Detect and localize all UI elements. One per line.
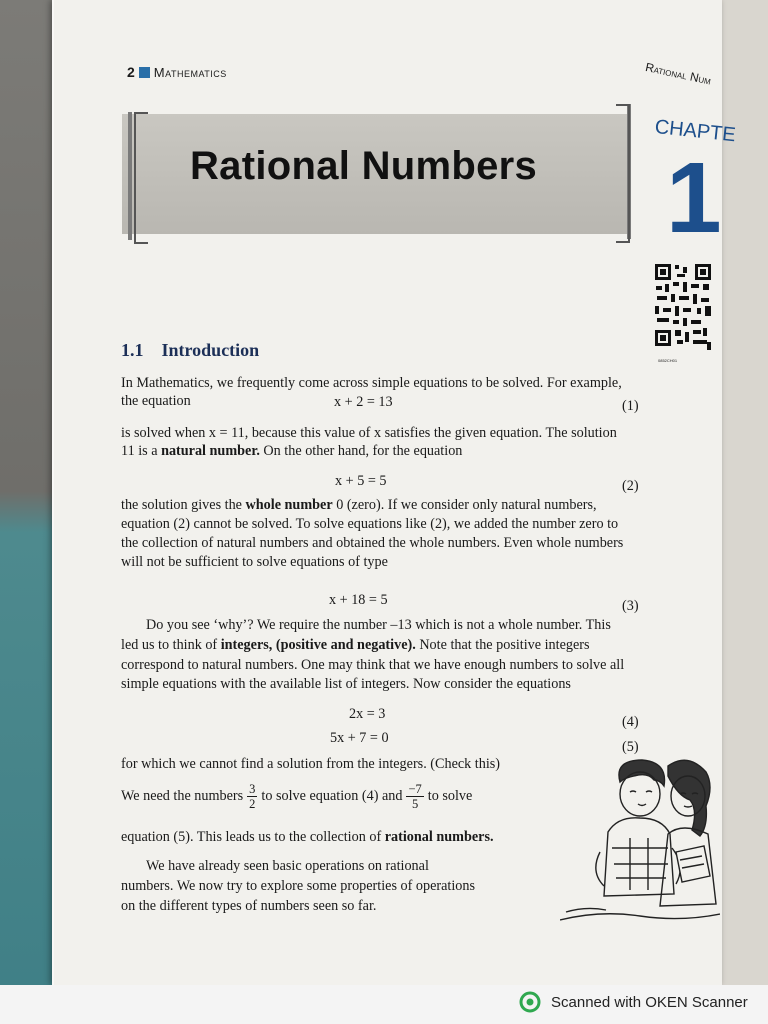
equation-4: 2x = 3 — [349, 706, 386, 722]
square-bullet-icon — [139, 67, 150, 78]
equation-number-2: (2) — [622, 478, 639, 494]
chapter-number: 1 — [666, 142, 722, 254]
text-line: In Mathematics, we frequently come across simple equations to be solved. For example, — [121, 375, 622, 391]
text-line — [121, 636, 590, 655]
fraction-3-2 — [247, 782, 257, 811]
scanner-text: Scanned with OKEN Scanner — [551, 993, 748, 1011]
fraction-numerator: 3 — [249, 782, 256, 796]
text-line: will not be sufficient to solve equations of type — [121, 554, 388, 570]
text-line: the equation — [121, 393, 191, 409]
qr-code-label: 0852CH01 — [658, 358, 678, 363]
subject-label: Mathematics — [153, 64, 227, 80]
text-line: numbers. We now try to explore some properties of operations — [121, 878, 475, 894]
text-line: on the different types of numbers seen so far. — [121, 898, 377, 914]
text-line: Do you see ‘why’? We require the number –13 which is not a whole number. This — [146, 617, 611, 633]
section-number: 1.1 — [121, 340, 144, 360]
text-line — [121, 442, 462, 461]
text-span: Note that the positive integers — [415, 637, 590, 653]
equation-3: x + 18 = 5 — [329, 592, 388, 608]
equation-2: x + 5 = 5 — [335, 473, 387, 489]
text-line — [121, 828, 494, 847]
text-span: 11 is a — [121, 443, 162, 459]
equation-5: 5x + 7 = 0 — [330, 730, 389, 746]
equation-1: x + 2 = 13 — [334, 394, 393, 410]
fraction-neg7-5 — [406, 782, 423, 811]
text-line: is solved when x = 11, because this value of x satisfies the given equation. The solution — [121, 425, 617, 441]
children-illustration — [560, 752, 720, 928]
chapter-label: CHAPTE — [653, 116, 737, 147]
qr-code-icon[interactable] — [653, 262, 713, 352]
fraction-denominator: 2 — [249, 797, 256, 811]
running-header-left — [127, 64, 227, 80]
oken-logo-icon — [519, 991, 541, 1013]
chapter-banner — [122, 104, 632, 240]
equation-number-3: (3) — [622, 598, 639, 614]
running-header-right: Rational Num — [644, 60, 713, 88]
text-line: correspond to natural numbers. One may think that we have enough numbers to solve all — [121, 657, 625, 673]
equation-number-4: (4) — [622, 714, 639, 730]
text-span: led us to think of — [121, 637, 221, 653]
text-line: for which we cannot find a solution from the integers. (Check this) — [121, 756, 501, 772]
background-left — [0, 0, 60, 1024]
text-line: the collection of natural numbers and obtained the whole numbers. Even whole numbers — [121, 535, 624, 551]
scanner-watermark — [519, 991, 748, 1013]
text-span: the solution gives the — [121, 497, 246, 513]
text-span: to solve equation (4) and — [261, 788, 403, 804]
text-line-fractions — [121, 782, 472, 811]
text-span: equation (5). This leads us to the collection of — [121, 829, 385, 845]
section-heading — [121, 340, 259, 361]
text-line: equation (2) cannot be solved. To solve equations like (2), we added the number zero to — [121, 516, 619, 532]
fraction-denominator: 5 — [412, 797, 419, 811]
fraction-numerator: −7 — [408, 782, 422, 796]
text-line: We have already seen basic operations on rational — [146, 858, 429, 874]
page-number: 2 — [127, 64, 135, 80]
chapter-title: Rational Numbers — [190, 144, 538, 188]
bold-term: integers, (positive and negative). — [220, 637, 416, 653]
bold-term: rational numbers. — [384, 829, 494, 845]
page-edge — [52, 0, 54, 985]
text-line: simple equations with the available list of integers. Now consider the equations — [121, 676, 571, 692]
banner-bracket-right — [616, 104, 630, 243]
section-title: Introduction — [161, 340, 260, 360]
text-span: We need the numbers — [121, 788, 244, 804]
banner-bracket-left — [134, 112, 148, 244]
equation-number-1: (1) — [622, 398, 639, 414]
bold-term: whole number — [245, 497, 333, 513]
text-line — [121, 496, 597, 515]
text-span: to solve — [427, 788, 473, 804]
text-span: On the other hand, for the equation — [259, 443, 463, 459]
text-span: 0 (zero). If we consider only natural numbers, — [332, 497, 597, 513]
bold-term: natural number. — [161, 443, 260, 459]
banner-bar-left — [128, 112, 132, 240]
equation-number-5: (5) — [622, 739, 639, 755]
